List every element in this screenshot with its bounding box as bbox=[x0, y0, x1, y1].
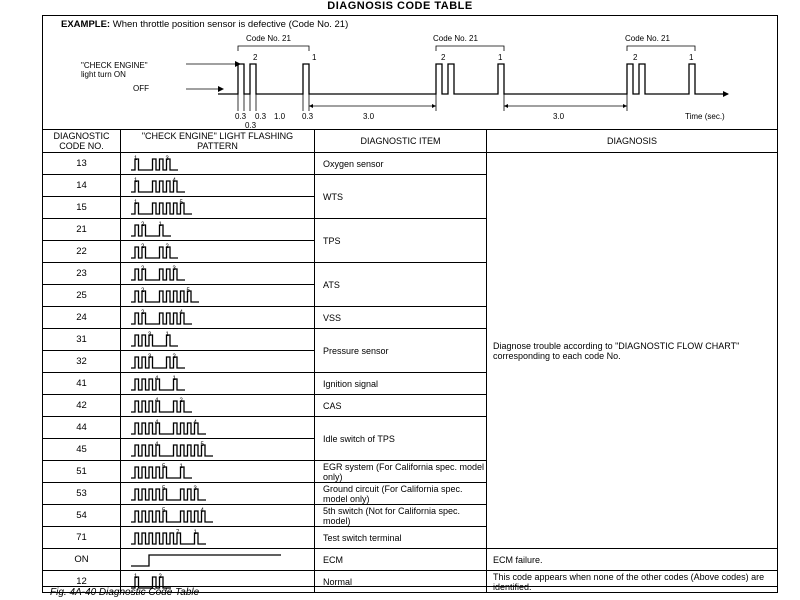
time-value: 3.0 bbox=[363, 112, 375, 121]
flashing-pattern-cell bbox=[121, 373, 315, 395]
diagnosis-table bbox=[42, 129, 778, 593]
flashing-pattern-cell bbox=[121, 505, 315, 527]
pulse-count-label: 4 bbox=[200, 507, 204, 514]
pulse-count-label: 2 bbox=[141, 243, 145, 250]
pulse-count-label: 2 bbox=[141, 221, 145, 228]
pulse-count-label: 4 bbox=[193, 419, 197, 426]
pulse-count-label: 5 bbox=[179, 199, 183, 206]
pulse-count-label: 2 bbox=[179, 397, 183, 404]
pulse-count-label: 2 bbox=[165, 243, 169, 250]
pattern-waveform bbox=[131, 555, 281, 566]
pulse-count-label: 2 bbox=[158, 573, 162, 580]
flashing-pattern bbox=[131, 550, 301, 568]
code-no: 41 bbox=[43, 373, 121, 395]
time-value: 0.3 bbox=[302, 112, 314, 121]
diagnostic-item: Ignition signal bbox=[315, 373, 487, 395]
code-label-2: Code No. 21 bbox=[433, 34, 478, 43]
pulse-count-label: 5 bbox=[162, 485, 166, 492]
header-flashing-pattern: "CHECK ENGINE" LIGHT FLASHING PATTERN bbox=[121, 130, 315, 153]
code-bracket-1 bbox=[238, 46, 309, 51]
diagnosis-main: Diagnose trouble according to "DIAGNOSTIC FLOW CHART" corresponding to each code No. bbox=[487, 153, 778, 549]
off-label: OFF bbox=[133, 84, 149, 93]
flashing-pattern-cell bbox=[121, 549, 315, 571]
flashing-pattern-cell bbox=[121, 241, 315, 263]
pulse-count: 2 bbox=[441, 53, 446, 62]
flashing-pattern-cell bbox=[121, 527, 315, 549]
pulse-count-label: 1 bbox=[158, 221, 162, 228]
time-value: 0.3 bbox=[235, 112, 247, 121]
code-no: 54 bbox=[43, 505, 121, 527]
flashing-pattern bbox=[131, 506, 301, 524]
pulse-count-label: 1 bbox=[134, 177, 138, 184]
pulse-count: 2 bbox=[633, 53, 638, 62]
time-value: 0.3 bbox=[245, 121, 257, 130]
pulse-count-label: 4 bbox=[155, 375, 159, 382]
flashing-pattern bbox=[131, 330, 301, 348]
pulse-count-label: 1 bbox=[172, 375, 176, 382]
flashing-pattern bbox=[131, 176, 301, 194]
example-text: When throttle position sensor is defective (Code No. 21) bbox=[112, 19, 349, 30]
diagnostic-item: ATS bbox=[315, 263, 487, 307]
time-value: 1.0 bbox=[274, 112, 286, 121]
diagnostic-item: Ground circuit (For California spec. model only) bbox=[315, 483, 487, 505]
diagnostic-item: WTS bbox=[315, 175, 487, 219]
pulse-count-label: 2 bbox=[141, 287, 145, 294]
time-value: 0.3 bbox=[255, 112, 267, 121]
example-timing-diagram bbox=[43, 16, 777, 129]
pattern-waveform bbox=[131, 401, 192, 412]
code-no: 53 bbox=[43, 483, 121, 505]
code-no: 24 bbox=[43, 307, 121, 329]
diagnostic-item: VSS bbox=[315, 307, 487, 329]
pattern-waveform bbox=[131, 357, 185, 368]
flashing-pattern bbox=[131, 528, 301, 546]
flashing-pattern-cell bbox=[121, 417, 315, 439]
flashing-pattern bbox=[131, 462, 301, 480]
table-body bbox=[43, 153, 778, 593]
code-no: 21 bbox=[43, 219, 121, 241]
code-label-3: Code No. 21 bbox=[625, 34, 670, 43]
diagnostic-item: EGR system (For California spec. model only) bbox=[315, 461, 487, 483]
flashing-pattern bbox=[131, 484, 301, 502]
header-code-no: DIAGNOSTIC CODE NO. bbox=[43, 130, 121, 153]
header-diagnostic-item: DIAGNOSTIC ITEM bbox=[315, 130, 487, 153]
code-no: 44 bbox=[43, 417, 121, 439]
pattern-waveform bbox=[131, 335, 178, 346]
pattern-waveform bbox=[131, 225, 171, 236]
pulse-count-label: 5 bbox=[162, 507, 166, 514]
pulse-count-label: 4 bbox=[179, 309, 183, 316]
diagnosis-code-table-frame bbox=[42, 15, 778, 592]
flashing-pattern-cell bbox=[121, 175, 315, 197]
code-no: 32 bbox=[43, 351, 121, 373]
code-no: 22 bbox=[43, 241, 121, 263]
flashing-pattern-cell bbox=[121, 395, 315, 417]
pulse-count-label: 7 bbox=[176, 529, 180, 536]
diagnosis-normal: This code appears when none of the other codes (Above codes) are identified. bbox=[487, 571, 778, 593]
pattern-waveform bbox=[131, 247, 178, 258]
flashing-pattern-cell bbox=[121, 329, 315, 351]
diagnostic-item: ECM bbox=[315, 549, 487, 571]
code-no: ON bbox=[43, 549, 121, 571]
flashing-pattern bbox=[131, 264, 301, 282]
flashing-pattern bbox=[131, 198, 301, 216]
flashing-pattern-cell bbox=[121, 197, 315, 219]
flashing-pattern-cell bbox=[121, 483, 315, 505]
pattern-waveform bbox=[131, 181, 185, 192]
light-on-label: light turn ON bbox=[81, 70, 126, 79]
example-label: EXAMPLE: bbox=[61, 19, 111, 30]
flashing-pattern-cell bbox=[121, 351, 315, 373]
pulse-count-label: 3 bbox=[148, 331, 152, 338]
code-bracket-3 bbox=[627, 46, 695, 51]
diagnostic-item: Idle switch of TPS bbox=[315, 417, 487, 461]
flashing-pattern bbox=[131, 286, 301, 304]
check-engine-label: "CHECK ENGINE" bbox=[81, 61, 148, 70]
page-title: DIAGNOSIS CODE TABLE bbox=[327, 0, 473, 12]
pulse-count-label: 1 bbox=[134, 155, 138, 162]
code-bracket-2 bbox=[436, 46, 504, 51]
code-label-1: Code No. 21 bbox=[246, 34, 291, 43]
diagnosis-ecm: ECM failure. bbox=[487, 549, 778, 571]
pulse-count-label: 4 bbox=[155, 397, 159, 404]
code-no: 51 bbox=[43, 461, 121, 483]
code-no: 14 bbox=[43, 175, 121, 197]
code-no: 42 bbox=[43, 395, 121, 417]
pattern-waveform bbox=[131, 159, 178, 170]
flashing-pattern bbox=[131, 308, 301, 326]
pulse-count-label: 1 bbox=[165, 331, 169, 338]
time-value: 3.0 bbox=[553, 112, 565, 121]
waveform bbox=[218, 64, 728, 94]
table-header-row bbox=[43, 130, 778, 153]
flashing-pattern-cell bbox=[121, 461, 315, 483]
pattern-waveform bbox=[131, 269, 185, 280]
header-diagnosis: DIAGNOSIS bbox=[487, 130, 778, 153]
pulse-count: 2 bbox=[253, 53, 258, 62]
diagnostic-item: Pressure sensor bbox=[315, 329, 487, 373]
pulse-count-label: 4 bbox=[155, 441, 159, 448]
flashing-pattern-cell bbox=[121, 219, 315, 241]
code-no: 25 bbox=[43, 285, 121, 307]
code-no: 31 bbox=[43, 329, 121, 351]
flashing-pattern bbox=[131, 440, 301, 458]
code-no: 23 bbox=[43, 263, 121, 285]
pulse-count-label: 1 bbox=[134, 573, 138, 580]
pulse-count-label: 2 bbox=[141, 309, 145, 316]
diagnostic-item: Test switch terminal bbox=[315, 527, 487, 549]
flashing-pattern-cell bbox=[121, 285, 315, 307]
flashing-pattern-cell bbox=[121, 439, 315, 461]
pattern-waveform bbox=[131, 203, 192, 214]
pulse-count: 1 bbox=[312, 53, 317, 62]
code-no: 15 bbox=[43, 197, 121, 219]
flashing-pattern bbox=[131, 374, 301, 392]
code-no: 45 bbox=[43, 439, 121, 461]
flashing-pattern bbox=[131, 242, 301, 260]
flashing-pattern bbox=[131, 396, 301, 414]
table-row bbox=[43, 549, 778, 571]
flashing-pattern bbox=[131, 418, 301, 436]
pulse-count-label: 2 bbox=[141, 265, 145, 272]
time-axis-label: Time (sec.) bbox=[685, 112, 725, 121]
diagnostic-item: 5th switch (Not for California spec. model) bbox=[315, 505, 487, 527]
table-row bbox=[43, 153, 778, 175]
pulse-count-label: 3 bbox=[172, 265, 176, 272]
pulse-count-label: 5 bbox=[186, 287, 190, 294]
flashing-pattern bbox=[131, 220, 301, 238]
pulse-count-label: 5 bbox=[162, 463, 166, 470]
pulse-count-label: 1 bbox=[193, 529, 197, 536]
pulse-count-label: 3 bbox=[148, 353, 152, 360]
pulse-count-label: 1 bbox=[179, 463, 183, 470]
flashing-pattern-cell bbox=[121, 263, 315, 285]
flashing-pattern bbox=[131, 154, 301, 172]
pulse-count-label: 4 bbox=[155, 419, 159, 426]
flashing-pattern-cell bbox=[121, 153, 315, 175]
pulse-count-label: 1 bbox=[134, 199, 138, 206]
code-no: 13 bbox=[43, 153, 121, 175]
code-no: 12 bbox=[43, 571, 121, 593]
diagnostic-item: Oxygen sensor bbox=[315, 153, 487, 175]
figure-caption: Fig. 4A-40 Diagnostic Code Table bbox=[50, 587, 200, 598]
flashing-pattern bbox=[131, 352, 301, 370]
pulse-count: 1 bbox=[689, 53, 694, 62]
pulse-count-label: 5 bbox=[200, 441, 204, 448]
pulse-count-label: 3 bbox=[193, 485, 197, 492]
pulse-count-label: 2 bbox=[172, 353, 176, 360]
diagnostic-item: Normal bbox=[315, 571, 487, 593]
pulse-count-label: 4 bbox=[172, 177, 176, 184]
pulse-count: 1 bbox=[498, 53, 503, 62]
flashing-pattern-cell bbox=[121, 307, 315, 329]
diagnostic-item: CAS bbox=[315, 395, 487, 417]
code-no: 71 bbox=[43, 527, 121, 549]
diagnostic-item: TPS bbox=[315, 219, 487, 263]
pulse-count-label: 3 bbox=[165, 155, 169, 162]
